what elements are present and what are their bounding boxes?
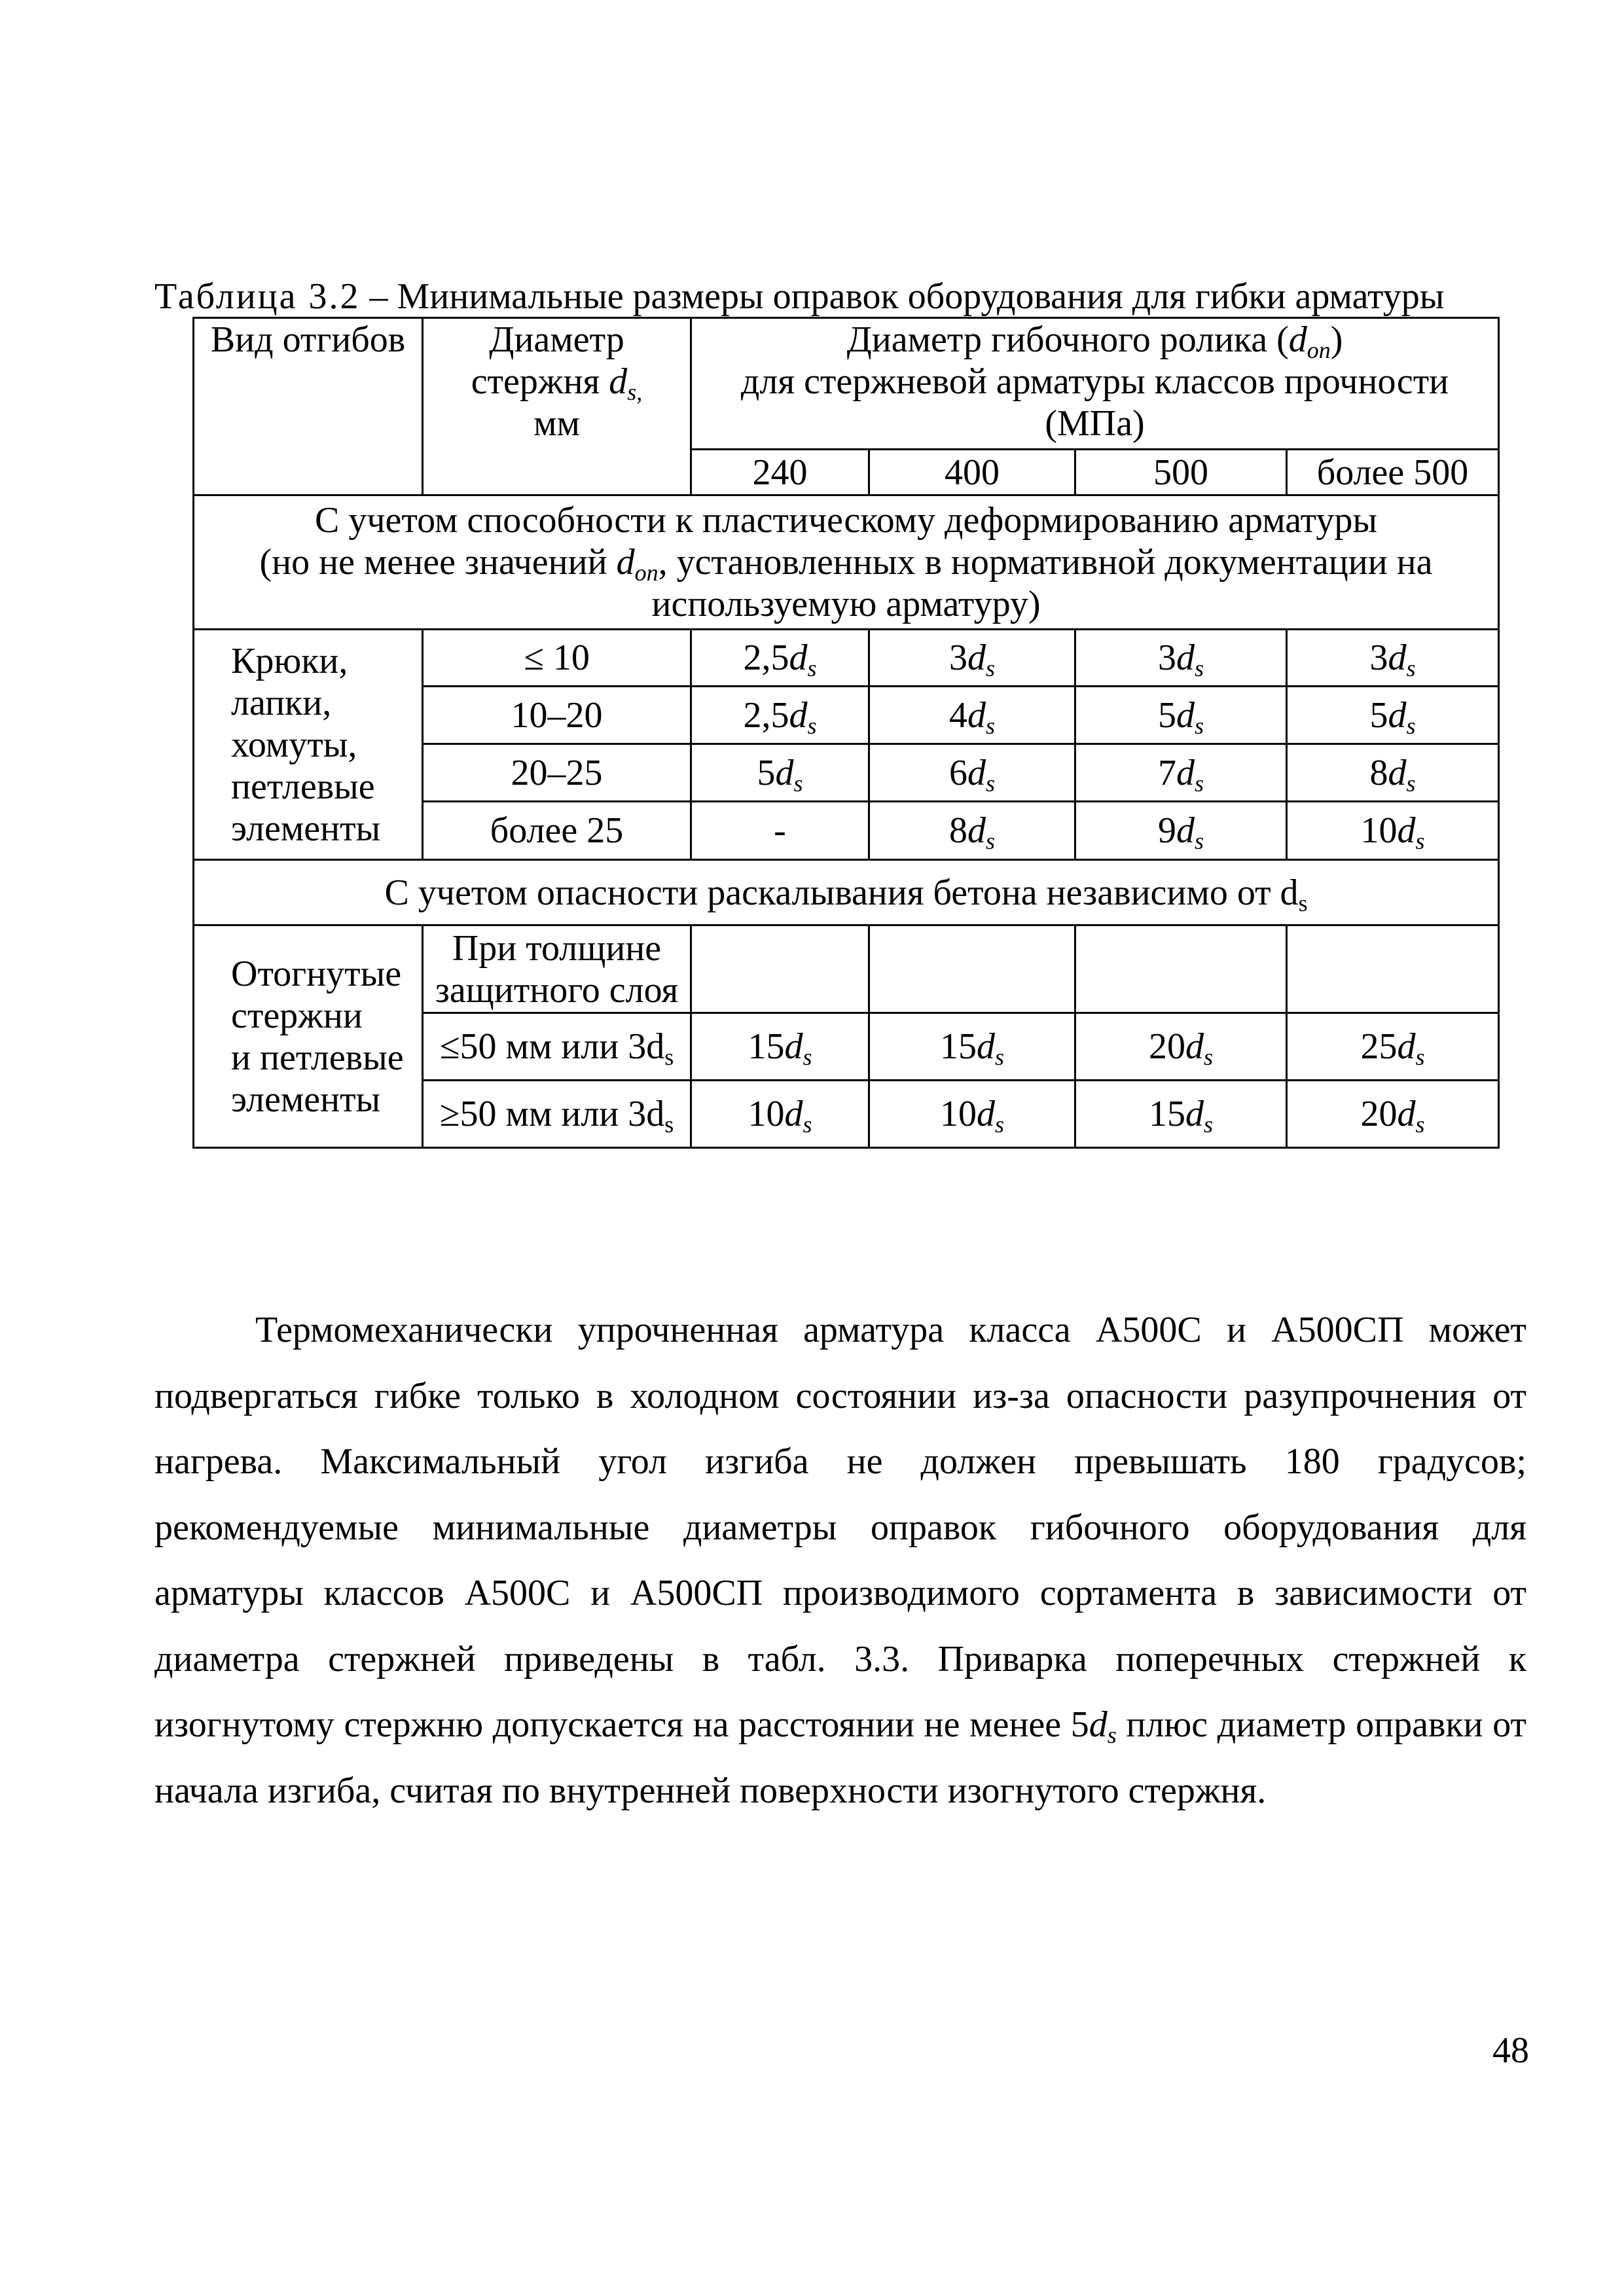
table-cell: $4d_s$ <box>869 687 1075 744</box>
table-cell: $15d_s$ <box>691 1013 869 1081</box>
table-caption-label: Таблица 3.2 <box>154 276 361 317</box>
table-cell: $8d_s$ <box>1287 744 1499 802</box>
table-caption <box>154 274 1503 319</box>
group-hooks-label: Крюки, лапки, хомуты, петлевые элементы <box>194 630 423 860</box>
table-cell: $20d_s$ <box>1287 1081 1499 1148</box>
table-cell: $20d_s$ <box>1075 1013 1287 1081</box>
header-bend-type: Вид отгибов <box>194 318 423 495</box>
table-cell: $6d_s$ <box>869 744 1075 802</box>
table-cell: $2,5d_s$ <box>691 687 869 744</box>
table-cell: ≤ 10 <box>423 630 691 687</box>
table-cell: $10d_s$ <box>869 1081 1075 1148</box>
table-cell: $3d_s$ <box>1287 630 1499 687</box>
table-cell: $3d_s$ <box>1075 630 1287 687</box>
table-caption-text: – Минимальные размеры оправок оборудования для гибки арматуры <box>360 276 1445 317</box>
table-cell: - <box>691 802 869 860</box>
table-cell: $10d_s$ <box>691 1081 869 1148</box>
table-cell: $25d_s$ <box>1287 1013 1499 1081</box>
body-paragraph: Термомеханически упрочненная арматура класса А500С и А500СП может подвергаться гибке только в холодном состоянии из-за опасности разупрочнения от нагрева. Максимальный угол изгиба не должен превышать 180 градусов; рекомендуемые минимальные диаметры оправок гибочного оборудования для арматуры классов А500С и А500СП производимого сортамента в зависимости от диаметра стержней приведены в табл. 3.3. Приварка поперечных стержней к изогнутому стержню допускается на расстоянии не менее $5d_s$ плюс диаметр оправки от начала изгиба, считая по внутренней поверхности изогнутого стержня. <box>154 1310 1527 1811</box>
table-cell: $5d_s$ <box>1075 687 1287 744</box>
table-cell: $15d_s$ <box>869 1013 1075 1081</box>
table-cell: $15d_s$ <box>1075 1081 1287 1148</box>
class-240: 240 <box>691 450 869 495</box>
class-400: 400 <box>869 450 1075 495</box>
table-cell: $9d_s$ <box>1075 802 1287 860</box>
table-cell <box>869 925 1075 1013</box>
table-cell: $8d_s$ <box>869 802 1075 860</box>
table-cell: 10–20 <box>423 687 691 744</box>
header-rod-diameter: Диаметр стержня $d_{s,}$ мм <box>423 318 691 495</box>
table-cell <box>1287 925 1499 1013</box>
page-number: 48 <box>1492 2030 1529 2071</box>
table-cell: $5d_s$ <box>1287 687 1499 744</box>
table-cell <box>691 925 869 1013</box>
table-cell: $5d_s$ <box>691 744 869 802</box>
group-bent-bars-label: Отогнутые стержни и петлевые элементы <box>194 925 423 1148</box>
section-splitting-concrete: С учетом опасности раскалывания бетона независимо от $d_s$ <box>194 860 1499 925</box>
table-cell: $2,5d_s$ <box>691 630 869 687</box>
class-over-500: более 500 <box>1287 450 1499 495</box>
mandrel-size-table <box>192 317 1500 1149</box>
class-500: 500 <box>1075 450 1287 495</box>
table-cell <box>1075 925 1287 1013</box>
table-cell: $10d_s$ <box>1287 802 1499 860</box>
section-plastic-deformation: С учетом способности к пластическому деформированию арматуры (но не менее значений $d_{оп}$, установленных в нормативной документации на используемую арматуру) <box>194 495 1499 630</box>
table-cell: ≥50 мм или $3d_s$ <box>423 1081 691 1148</box>
table-cell: $7d_s$ <box>1075 744 1287 802</box>
table-cell: ≤50 мм или $3d_s$ <box>423 1013 691 1081</box>
table-cell: более 25 <box>423 802 691 860</box>
cover-thickness-header: При толщине защитного слоя <box>423 925 691 1013</box>
table-cell: 20–25 <box>423 744 691 802</box>
header-roller-diameter: Диаметр гибочного ролика $(d_{оп})$ для стержневой арматуры классов прочности (МПа) <box>691 318 1499 450</box>
table-cell: $3d_s$ <box>869 630 1075 687</box>
